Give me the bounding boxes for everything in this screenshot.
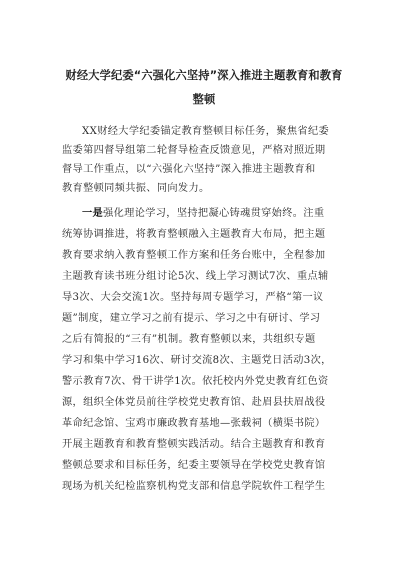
paragraph-2-lead: 一是 [82, 208, 104, 219]
paragraph-1-line-2: 监委第四督导组第二轮督导检查反馈意见，严格对照近期 [62, 145, 326, 156]
paragraph-1-line-4: 教育整顿同频共振、同向发力。 [62, 183, 210, 194]
paragraph-2-line-4: 主题教育读书班分组讨论5次、线上学习测试7次、重点辅 [62, 271, 329, 282]
paragraph-2-line-9: 警示教育7次、骨干讲学1次。依托校内外党史教育红色资 [62, 376, 329, 387]
paragraph-2-line-8: 学习和集中学习16次、研讨交流8次、主题党日活动3次， [62, 355, 332, 366]
document-title-line-1: 财经大学纪委“六强化六坚持”深入推进主题教育和教育 [65, 69, 343, 82]
paragraph-1-line-3: 督导工作重点，以“六强化六坚持”深入推进主题教育和 [62, 164, 316, 175]
paragraph-2-line-3: 教育要求纳入教育整顿工作方案和任务台账中，全程参加 [62, 250, 326, 261]
document-title-line-2: 整顿 [192, 93, 216, 106]
paragraph-2-first-text: 强化理论学习，坚持把凝心铸魂贯穿始终。注重 [103, 208, 325, 219]
paragraph-2-line-10: 源，组织全体党员前往学校党史教育馆、赴眉县扶眉战役 [62, 397, 326, 408]
paragraph-2-line-11: 革命纪念馆、宝鸡市廉政教育基地—张载祠（横渠书院） [62, 418, 326, 429]
paragraph-2-line-6: 题”制度，建立学习之前有提示、学习之中有研讨、学习 [62, 313, 321, 324]
paragraph-2-line-13: 整顿总要求和目标任务，纪委主要领导在学校党史教育馆 [62, 460, 326, 471]
paragraph-1-line-1: XX财经大学纪委锚定教育整顿目标任务，聚焦省纪委 [82, 126, 330, 137]
paragraph-2-line-14: 现场为机关纪检监察机构党支部和信息学院软件工程学生 [62, 481, 326, 492]
paragraph-2-line-5: 导3次、大会交流1次。坚持每周专题学习，严格“第一议 [62, 292, 324, 303]
paragraph-2-line-1 [82, 207, 354, 221]
paragraph-2-line-12: 开展主题教育和教育整顿实践活动。结合主题教育和教育 [62, 439, 326, 450]
paragraph-2-line-2: 统筹协调推进，将教育整顿融入主题教育大布局，把主题 [62, 229, 326, 240]
paragraph-2-line-7: 之后有简报的“三有”机制。教育整顿以来，共组织专题 [62, 334, 316, 345]
